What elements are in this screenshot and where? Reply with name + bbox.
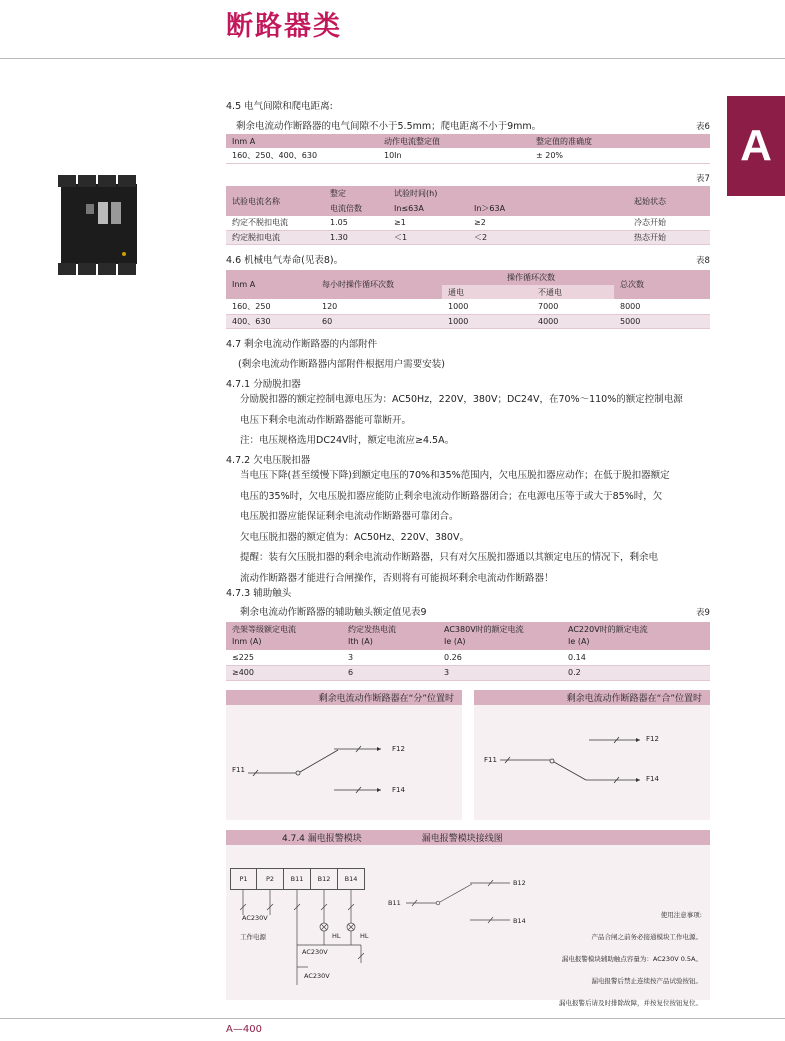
section-4-7-heading: 4.7 剩余电流动作断路器的内部附件	[226, 339, 378, 350]
table-header: 整定值的准确度	[530, 134, 710, 148]
lamp-label: HL	[360, 932, 369, 940]
table-cell: 1.30	[324, 230, 388, 244]
section-4-7-1-body	[240, 390, 720, 452]
paragraph-line: 流动作断路器才能进行合闸操作，否则将有可能损坏剩余电流动作断路器！	[240, 572, 554, 584]
table-8	[226, 270, 710, 329]
header-line: AC220V时的额定电流	[568, 625, 648, 634]
usage-notes	[526, 904, 702, 1014]
table-cell: 约定脱扣电流	[226, 230, 324, 244]
table-7-number: 表7	[696, 174, 710, 184]
header-line: Ith (A)	[348, 637, 373, 646]
table-header	[438, 622, 562, 650]
terminal-label: F14	[392, 786, 405, 794]
table-cell: 6	[342, 665, 438, 680]
header-line: Inm (A)	[232, 637, 262, 646]
paragraph-line: 欠电压脱扣器的额定值为：AC50Hz、220V、380V。	[240, 531, 469, 543]
contact-schematic-closed	[474, 705, 710, 820]
table-cell: ≥2	[468, 216, 628, 230]
contact-label: B11	[388, 899, 401, 907]
table-cell: 120	[316, 299, 442, 314]
table-header: Inm A	[226, 270, 316, 299]
table-cell: ± 20%	[530, 148, 710, 163]
header-line: AC380V时的额定电流	[444, 625, 524, 634]
table-header: Inm A	[226, 134, 378, 148]
table-header: 每小时操作循环次数	[316, 270, 442, 299]
voltage-label: AC230V	[302, 948, 328, 956]
table-cell: 7000	[532, 299, 614, 314]
page-number: A—400	[226, 1024, 262, 1035]
contact-schematic-open	[226, 705, 462, 820]
wiring-diagram-title: 漏电报警模块接线图	[421, 834, 503, 844]
terminal-label: F11	[484, 756, 497, 764]
table-header	[562, 622, 710, 650]
table-cell: 1000	[442, 299, 532, 314]
work-power-label: 工作电源	[240, 933, 266, 941]
paragraph-line: 提醒：装有欠压脱扣器的剩余电流动作断路器，只有对欠压脱扣器通以其额定电压的情况下，剩余电	[240, 552, 659, 563]
table-header: 不通电	[532, 285, 614, 299]
alarm-module-panel	[226, 830, 710, 1007]
table-header: In≤63A	[388, 201, 468, 216]
table-7	[226, 186, 710, 245]
table-9	[226, 622, 710, 681]
table-cell: 60	[316, 314, 442, 328]
page-title: 断路器类	[226, 11, 342, 42]
paragraph-line: 当电压下降(甚至缓慢下降)到额定电压的70%和35%范围内，欠电压脱扣器应动作；在低于脱扣器额定	[240, 470, 670, 481]
header-line: Ie (A)	[444, 637, 466, 646]
diagram-title: 剩余电流动作断路器在“分”位置时	[226, 690, 462, 705]
note-line: 漏电报警后禁止连续按产品试验按钮。	[591, 977, 702, 985]
terminal-label: F14	[646, 775, 659, 783]
section-4-5-heading: 4.5 电气间隙和爬电距离:	[226, 101, 333, 112]
terminal-label: F12	[646, 735, 659, 743]
terminal-label: F12	[392, 745, 405, 753]
terminal-cell: P1	[230, 868, 257, 890]
section-4-7-2-heading: 4.7.2 欠电压脱扣器	[226, 455, 311, 466]
terminal-cell: B11	[284, 868, 311, 890]
breaker-image	[58, 170, 140, 278]
section-4-7-3-text: 剩余电流动作断路器的辅助触头额定值见表9	[240, 607, 427, 618]
table-header	[226, 622, 342, 650]
table-header: 动作电流整定值	[378, 134, 530, 148]
table-header: 试验电流名称	[226, 186, 324, 216]
table-header: 整定	[324, 186, 388, 201]
table-cell: 冷态开始	[628, 216, 710, 230]
breaker-illustration	[58, 170, 140, 278]
table-8-number: 表8	[696, 256, 710, 266]
table-cell: 3	[342, 650, 438, 665]
paragraph-line: 注：电压规格选用DC24V时，额定电流应≥4.5A。	[240, 435, 455, 446]
paragraph-line: 电压下剩余电流动作断路器能可靠断开。	[240, 414, 412, 426]
table-header: 操作循环次数	[442, 270, 614, 285]
table-cell: 0.2	[562, 665, 710, 680]
table-cell: 1000	[442, 314, 532, 328]
section-4-7-note: (剩余电流动作断路器内部附件根据用户需要安装)	[238, 359, 445, 370]
section-4-7-1-heading: 4.7.1 分励脱扣器	[226, 379, 301, 390]
table-cell: ≤225	[226, 650, 342, 665]
table-cell: 0.26	[438, 650, 562, 665]
table-header: 试验时间(h)	[388, 186, 628, 201]
section-4-5-text: 剩余电流动作断路器的电气间隙不小于5.5mm；爬电距离不小于9mm。	[236, 121, 542, 132]
table-header: 起始状态	[628, 186, 710, 216]
terminal-cell: B12	[311, 868, 338, 890]
table-cell: 8000	[614, 299, 710, 314]
lamp-label: HL	[332, 932, 341, 940]
table-9-number: 表9	[696, 608, 710, 618]
arrow-head	[377, 747, 381, 751]
table-cell: 0.14	[562, 650, 710, 665]
section-4-7-4-heading: 4.7.4 漏电报警模块	[282, 834, 362, 844]
header-line: 约定发热电流	[348, 625, 396, 634]
voltage-label: AC230V	[242, 914, 268, 922]
alarm-module-bar	[226, 830, 710, 845]
table-cell: ≥400	[226, 665, 342, 680]
section-4-7-2-body	[240, 466, 724, 589]
table-cell: 热态开始	[628, 230, 710, 244]
table-6-number: 表6	[696, 122, 710, 132]
table-cell: 10In	[378, 148, 530, 163]
notes-title: 使用注意事项:	[660, 911, 702, 919]
header-line: 壳架等级额定电流	[232, 625, 296, 634]
note-line: 漏电报警后请及时排除故障，并按复位按钮复位。	[559, 999, 702, 1007]
table-cell: ≥1	[388, 216, 468, 230]
table-cell: 4000	[532, 314, 614, 328]
header-rule	[0, 58, 785, 59]
table-header: 总次数	[614, 270, 710, 299]
table-cell: ＜2	[468, 230, 628, 244]
table-cell: ＜1	[388, 230, 468, 244]
open-position-diagram	[226, 690, 462, 820]
paragraph-line: 电压的35%时，欠电压脱扣器应能防止剩余电流动作断路器闭合；在电源电压等于或大于85%时，欠	[240, 490, 663, 502]
table-cell: 400、630	[226, 314, 316, 328]
closed-position-diagram	[474, 690, 710, 820]
section-tab: A	[727, 96, 785, 196]
table-header	[342, 622, 438, 650]
arrow-head	[636, 738, 640, 742]
terminal-cell: B14	[338, 868, 365, 890]
footer-rule	[0, 1018, 785, 1019]
header-line: Ie (A)	[568, 637, 590, 646]
voltage-label: AC230V	[304, 972, 330, 980]
section-4-7-3-heading: 4.7.3 辅助触头	[226, 588, 292, 599]
arrow-head	[636, 778, 640, 782]
note-line: 产品合闸之前务必接通模块工作电源。	[591, 933, 702, 941]
table-header: In＞63A	[468, 201, 628, 216]
table-header: 通电	[442, 285, 532, 299]
paragraph-line: 电压脱扣器应能保证剩余电流动作断路器可靠闭合。	[240, 511, 459, 522]
table-cell: 160、250	[226, 299, 316, 314]
note-line: 漏电报警模块辅助触点容量为：AC230V 0.5A。	[561, 955, 702, 963]
table-cell: 约定不脱扣电流	[226, 216, 324, 230]
arrow-head	[377, 788, 381, 792]
table-cell: 160、250、400、630	[226, 148, 378, 163]
terminal-label: F11	[232, 766, 245, 774]
terminal-cell: P2	[257, 868, 284, 890]
table-6	[226, 134, 710, 164]
table-cell: 3	[438, 665, 562, 680]
contact-label: B14	[513, 917, 526, 925]
contact-label: B12	[513, 879, 526, 887]
paragraph-line: 分励脱扣器的额定控制电源电压为：AC50Hz，220V，380V；DC24V，在70%～110%的额定控制电源	[240, 394, 683, 405]
section-4-6-heading: 4.6 机械电气寿命(见表8)。	[226, 255, 344, 266]
table-cell: 5000	[614, 314, 710, 328]
table-cell: 1.05	[324, 216, 388, 230]
diagram-title: 剩余电流动作断路器在“合”位置时	[474, 690, 710, 705]
table-header: 电流倍数	[324, 201, 388, 216]
